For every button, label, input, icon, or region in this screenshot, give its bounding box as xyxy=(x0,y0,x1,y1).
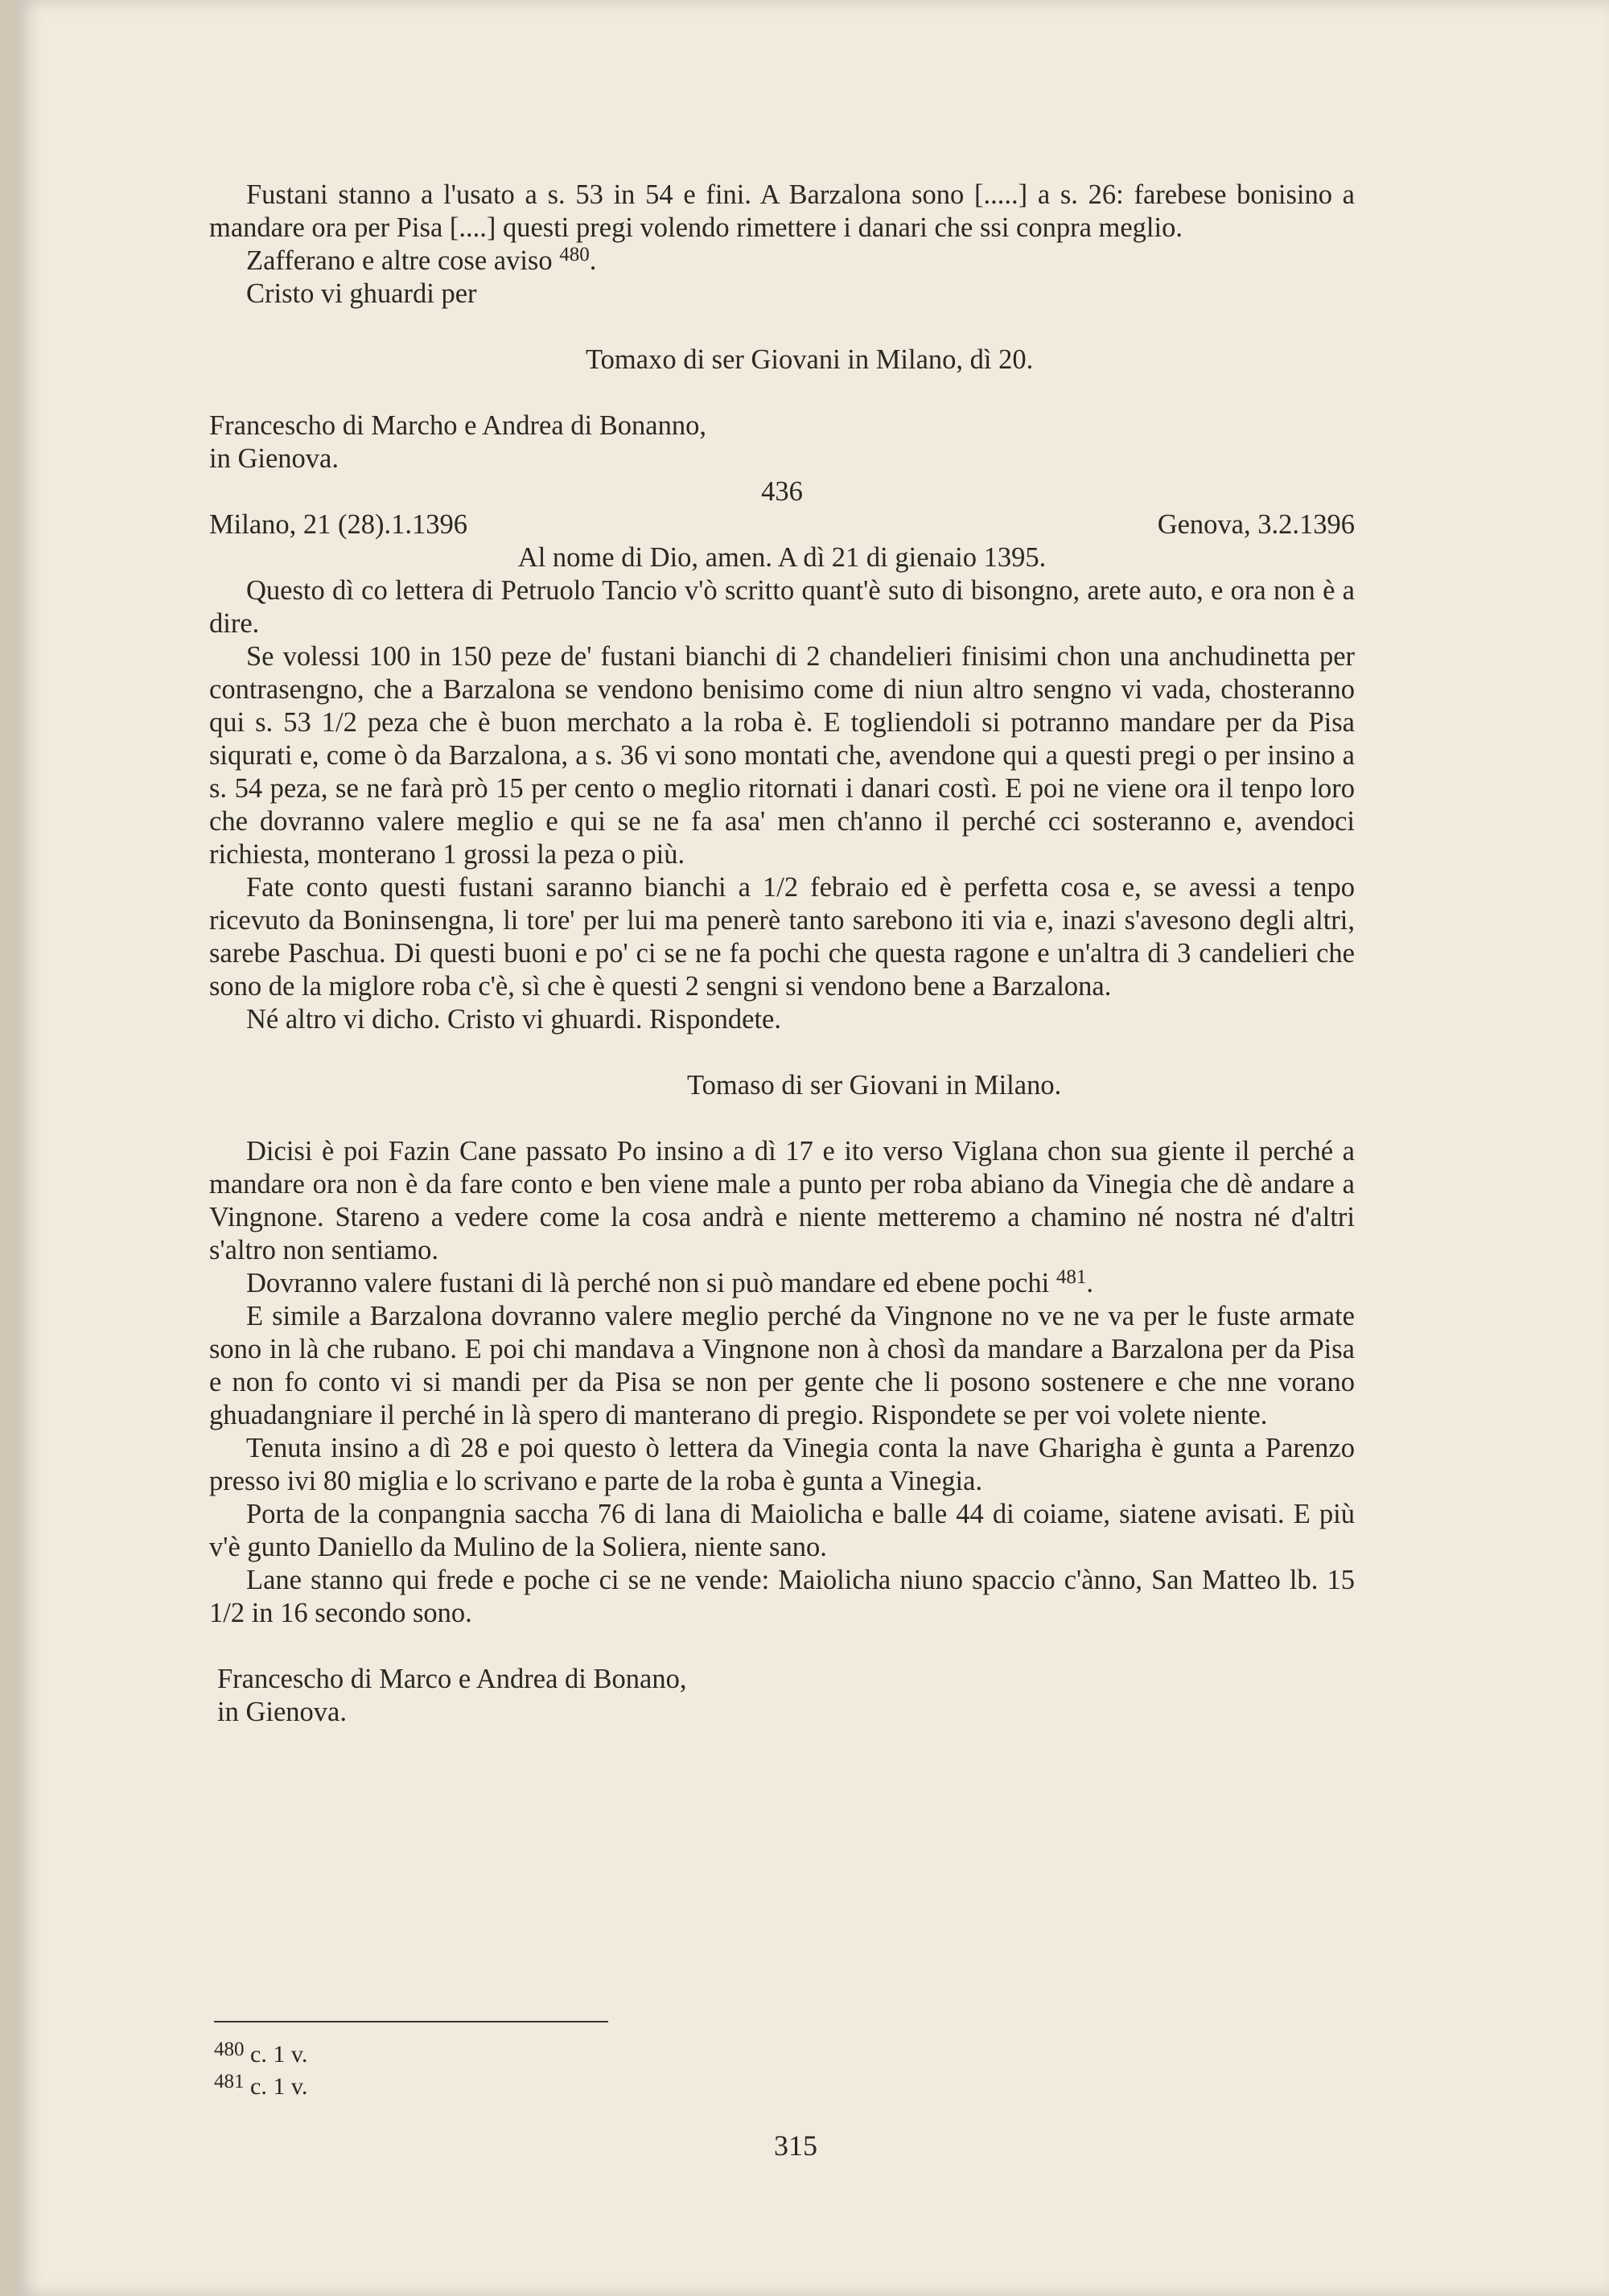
zafferano-text: Zafferano e altre cose aviso xyxy=(246,245,553,276)
footnote xyxy=(214,2039,307,2071)
zafferano-end: . xyxy=(589,245,597,276)
closing-line: Cristo vi ghuardi per xyxy=(246,278,477,309)
postscript: Lane stanno qui frede e poche ci se ne vende: Maiolicha niuno spaccio c'ànno, San Matteo lb. 15 1/2 in 16 secondo sono. xyxy=(209,1565,1355,1628)
footnote-number: 481 xyxy=(214,2071,245,2092)
postscript: Porta de la conpangnia saccha 76 di lana di Maiolicha e balle 44 di coiame, siatene avisati. E più v'è gunto Daniello da Mulino de la Soliera, niente sano. xyxy=(209,1499,1355,1562)
page-body xyxy=(209,179,1355,1729)
postscript xyxy=(209,1267,1355,1300)
address-line-2: in Gienova. xyxy=(209,443,339,474)
letter-number: 436 xyxy=(761,476,803,507)
footnote-text: c. 1 v. xyxy=(250,2073,308,2100)
address-line-2: in Gienova. xyxy=(217,1697,347,1727)
paragraph: Fustani stanno a l'usato a s. 53 in 54 e fini. A Barzalona sono [.....] a s. 26: farebese bonisino a mandare ora per Pisa [....] questi pregi volendo rimettere i danari che ssi conpra meglio. xyxy=(209,179,1355,243)
postscript-text: Dovranno valere fustani di là perché non si può mandare ed ebene pochi xyxy=(246,1268,1050,1298)
footnote-ref-480[interactable]: 480 xyxy=(559,244,590,265)
footnote-text: c. 1 v. xyxy=(250,2041,308,2068)
zafferano-line xyxy=(209,245,1355,278)
paragraph: Se volessi 100 in 150 peze de' fustani bianchi di 2 chandelieri finisimi chon una anchudinetta per contrasengno, che a Barzalona se vendono benisimo come di niun altro sengno vi vada, chosteranno qui s. 53 1/2 peza che è buon merchato a la roba è. E togliendoli si potranno mandare per da Pisa siqurati e, come ò da Barzalona, a s. 36 vi sono montati che, avendone qui a questi pregi o per insino a s. 54 peza, se ne farà prò 15 per cento o meglio ritornati i danari costì. E poi ne viene ora il tenpo loro che dovranno valere meglio e qui se ne fa asa' men ch'anno il perché cci sosteranno e, avendoci richiesta, monterano 1 grossi la peza o più. xyxy=(209,641,1355,870)
footnote xyxy=(214,2071,307,2103)
letter-destination: Genova, 3.2.1396 xyxy=(1157,509,1355,540)
postscript: Dicisi è poi Fazin Cane passato Po insino a dì 17 e ito verso Viglana chon sua giente il perché a mandare ora non è da fare conto e ben viene male a punto per roba abiano da Vinegia che dè andare a Vingnone. Stareno a vedere come la cosa andrà e niente metteremo a chamino né nostra né d'altri s'altro non sentiamo. xyxy=(209,1136,1355,1265)
footnotes xyxy=(214,2039,307,2103)
paragraph: Fate conto questi fustani saranno bianchi a 1/2 febraio ed è perfetta cosa e, se avessi a tenpo ricevuto da Boninsengna, li tore' per lui ma penerè tanto sarebono iti via e, inazi s'avesono degli altri, sarebe Paschua. Di questi buoni e po' ci se ne fa pochi che questa ragone e un'altra di 3 candelieri che sono de la miglore roba c'è, sì che è questi 2 sengni si vendono bene a Barzalona. xyxy=(209,872,1355,1002)
postscript: E simile a Barzalona dovranno valere meglio perché da Vingnone no ve ne va per le fuste armate sono in là che rubano. E poi chi mandava a Vingnone non à chosì da mandare a Barzalona per da Pisa e non fo conto vi si mandi per da Pisa se non per gente che li posono sostenere e che nne vorano ghuadangniare il perché in là spero di manterano di pregio. Rispondete se per voi volete niente. xyxy=(209,1301,1355,1430)
signature-prev: Tomaxo di ser Giovani in Milano, dì 20. xyxy=(586,344,1034,375)
paragraph: Né altro vi dicho. Cristo vi ghuardi. Rispondete. xyxy=(246,1004,781,1035)
letter-header-row xyxy=(209,508,1355,541)
address-line-1: Francescho di Marco e Andrea di Bonano, xyxy=(217,1664,687,1694)
footnote-ref-481[interactable]: 481 xyxy=(1056,1266,1087,1288)
page-number: 315 xyxy=(774,2129,817,2162)
address-line-1: Francescho di Marcho e Andrea di Bonanno, xyxy=(209,410,706,441)
binding-edge xyxy=(0,0,16,2296)
postscript: Tenuta insino a dì 28 e poi questo ò lettera da Vinegia conta la nave Gharigha è gunta a Parenzo presso ivi 80 miglia e lo scrivano e parte de la roba è gunta a Vinegia. xyxy=(209,1433,1355,1496)
footnote-rule xyxy=(214,2021,608,2022)
postscript-end: . xyxy=(1086,1268,1093,1298)
letter-origin: Milano, 21 (28).1.1396 xyxy=(209,509,468,540)
invocation: Al nome di Dio, amen. A dì 21 di gienaio 1395. xyxy=(517,542,1047,573)
signature: Tomaso di ser Giovani in Milano. xyxy=(687,1070,1062,1101)
book-page xyxy=(16,0,1609,2296)
footnote-number: 480 xyxy=(214,2039,245,2060)
paragraph: Questo dì co lettera di Petruolo Tancio v'ò scritto quant'è suto di bisongno, arete auto, e ora non è a dire. xyxy=(209,575,1355,639)
